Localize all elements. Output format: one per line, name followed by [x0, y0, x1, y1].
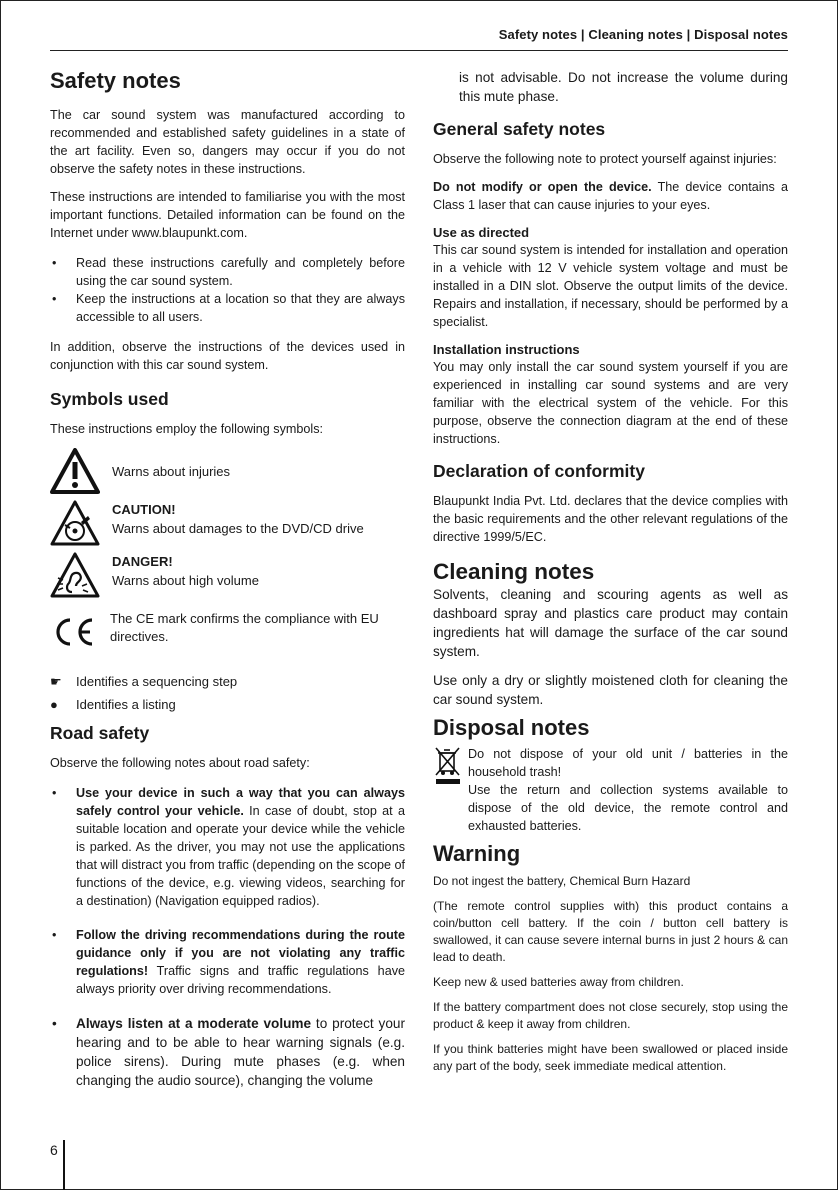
symbol-text-injury: Warns about injuries — [112, 464, 231, 479]
general-safety-intro: Observe the following note to protect yourself against injuries: — [433, 152, 777, 166]
symbol-text-ce: The CE mark confirms the compliance with EU directives. — [110, 611, 379, 644]
disposal-paragraph-1: Do not dispose of your old unit / batteries in the household trash! — [468, 747, 788, 779]
symbol-row-caution — [50, 500, 405, 546]
installation-heading: Installation instructions — [433, 342, 580, 357]
warning-paragraph: Do not ingest the battery, Chemical Burn Hazard — [433, 874, 691, 888]
crossed-bin-icon — [433, 745, 463, 785]
marker-text-step: Identifies a sequencing step — [76, 674, 238, 689]
safety-bullet-list — [50, 254, 405, 326]
safety-additional-paragraph: In addition, observe the instructions of the devices used in conjunction with this car sound system. — [50, 340, 405, 372]
warning-block — [433, 873, 788, 1075]
road-item-text: In case of doubt, stop at a suitable location and operate your device while the vehicle is parked. As the driver, you may not use the applications that will distract you from traffic (depending on the scope of functions of the device, e.g. viewing videos, searching for a destination) (Navigation equipped radios). — [76, 804, 405, 908]
warning-paragraph: (The remote control supplies with) this product contains a coin/button cell battery. If the coin / button cell battery is swallowed, it can cause severe internal burns in just 2 hours & can lead to death. — [433, 899, 788, 964]
marker-row-step — [50, 672, 405, 691]
use-as-directed-heading: Use as directed — [433, 225, 530, 240]
installation-text: You may only install the car sound system yourself if you are experienced in installing car sound systems and are very familiar with the electrical system of the vehicle. For this purpose, observe the connection diagram at the end of these instructions. — [433, 360, 788, 446]
list-item: • Keep the instructions at a location so that they are always accessible to all users. — [50, 290, 405, 326]
cleaning-paragraph-1: Solvents, cleaning and scouring agents as well as dashboard spray and plastics care product may contain ingredients hat will damage the surface of the car sound system. — [433, 587, 788, 659]
list-item — [50, 1014, 405, 1090]
symbols-list — [50, 448, 405, 656]
symbol-row-injury — [50, 448, 405, 494]
conformity-text: Blaupunkt India Pvt. Ltd. declares that the device complies with the basic requirements and the other relevant regulations of the directive 1999/5/EC. — [433, 494, 788, 544]
right-column — [433, 68, 788, 1075]
disposal-block — [433, 745, 788, 835]
symbols-intro: These instructions employ the following symbols: — [50, 422, 323, 436]
road-safety-intro: Observe the following notes about road safety: — [50, 756, 310, 770]
disc-caution-icon — [50, 500, 100, 546]
header-rule — [50, 50, 788, 51]
list-item: • Read these instructions carefully and completely before using the car sound system. — [50, 254, 405, 290]
caution-label: CAUTION! — [112, 502, 176, 517]
ce-mark-icon — [50, 610, 100, 656]
marker-text-listing: Identifies a listing — [76, 697, 176, 712]
use-as-directed-text: This car sound system is intended for installation and operation in a vehicle with 12 V vehicle system voltage and must be installed in a DIN slot. Observe the output limits of the device. Repairs and installation, if necessary, should be performed by a specialist. — [433, 243, 788, 329]
symbol-row-ce — [50, 610, 405, 656]
general-safety-note — [433, 178, 788, 214]
symbols-used-heading: Symbols used — [50, 389, 169, 409]
page-number: 6 — [50, 1142, 58, 1158]
cleaning-paragraph-2: Use only a dry or slightly moistened cloth for cleaning the car sound system. — [433, 673, 788, 707]
disposal-notes-heading: Disposal notes — [433, 715, 590, 740]
safety-instructions-paragraph: These instructions are intended to familiarise you with the most important functions. Detailed information can be found on the Internet under www.blaupunkt.com. — [50, 190, 405, 240]
warning-heading: Warning — [433, 841, 521, 866]
disposal-text — [468, 745, 788, 835]
cleaning-notes-heading: Cleaning notes — [433, 559, 595, 584]
running-header: Safety notes | Cleaning notes | Disposal notes — [498, 27, 788, 42]
marker-list — [50, 672, 405, 714]
conformity-heading: Declaration of conformity — [433, 461, 645, 481]
marker-row-listing — [50, 695, 405, 714]
safety-intro-paragraph: The car sound system was manufactured according to recommended and established safety guidelines in a state of the art facility. Even so, dangers may occur if you do not observe the safety notes in these instructions. — [50, 108, 405, 176]
disposal-paragraph-2: Use the return and collection systems available to dispose of the old device, the remote control and exhausted batteries. — [468, 783, 788, 833]
list-item — [50, 926, 405, 998]
general-safety-heading: General safety notes — [433, 119, 606, 139]
road-item-bold: Always listen at a moderate volume — [76, 1016, 312, 1031]
volume-continued-text: is not advisable. Do not increase the volume during this mute phase. — [459, 70, 788, 104]
warning-paragraph: Keep new & used batteries away from children. — [433, 975, 684, 989]
symbol-text-caution: Warns about damages to the DVD/CD drive — [112, 521, 364, 536]
left-column — [50, 60, 405, 1090]
hearing-danger-icon — [50, 552, 100, 598]
danger-label: DANGER! — [112, 554, 173, 569]
road-item-bold: Use your device in such a way that you can always safely control your vehicle. — [76, 786, 405, 818]
warning-paragraph: If you think batteries might have been swallowed or placed inside any part of the body, seek immediate medical attention. — [433, 1042, 788, 1073]
road-item-text: Traffic signs and traffic regulations have always priority over driving recommendations. — [76, 964, 405, 996]
page-number-bar — [63, 1140, 65, 1190]
road-safety-list — [50, 784, 405, 1090]
general-safety-bold: Do not modify or open the device. — [433, 180, 652, 194]
road-item-text: to protect your hearing and to be able to hear warning signals (e.g. police sirens). During mute phases (e.g. when changing the audio source), changing the volume — [76, 1016, 405, 1088]
pointing-hand-icon: ☛ — [50, 674, 62, 689]
safety-notes-heading: Safety notes — [50, 68, 181, 93]
road-item-bold: Follow the driving recommendations during the route guidance only if you are not violating any traffic regulations! — [76, 928, 405, 978]
symbol-text-danger: Warns about high volume — [112, 573, 259, 588]
list-item — [50, 784, 405, 910]
general-safety-text: The device contains a Class 1 laser that can cause injuries to your eyes. — [433, 180, 788, 212]
warning-triangle-icon — [50, 448, 100, 494]
bullet-icon: ● — [50, 697, 58, 712]
road-safety-heading: Road safety — [50, 723, 150, 743]
symbol-row-danger — [50, 552, 405, 598]
warning-paragraph: If the battery compartment does not close securely, stop using the product & keep it away from children. — [433, 1000, 788, 1031]
